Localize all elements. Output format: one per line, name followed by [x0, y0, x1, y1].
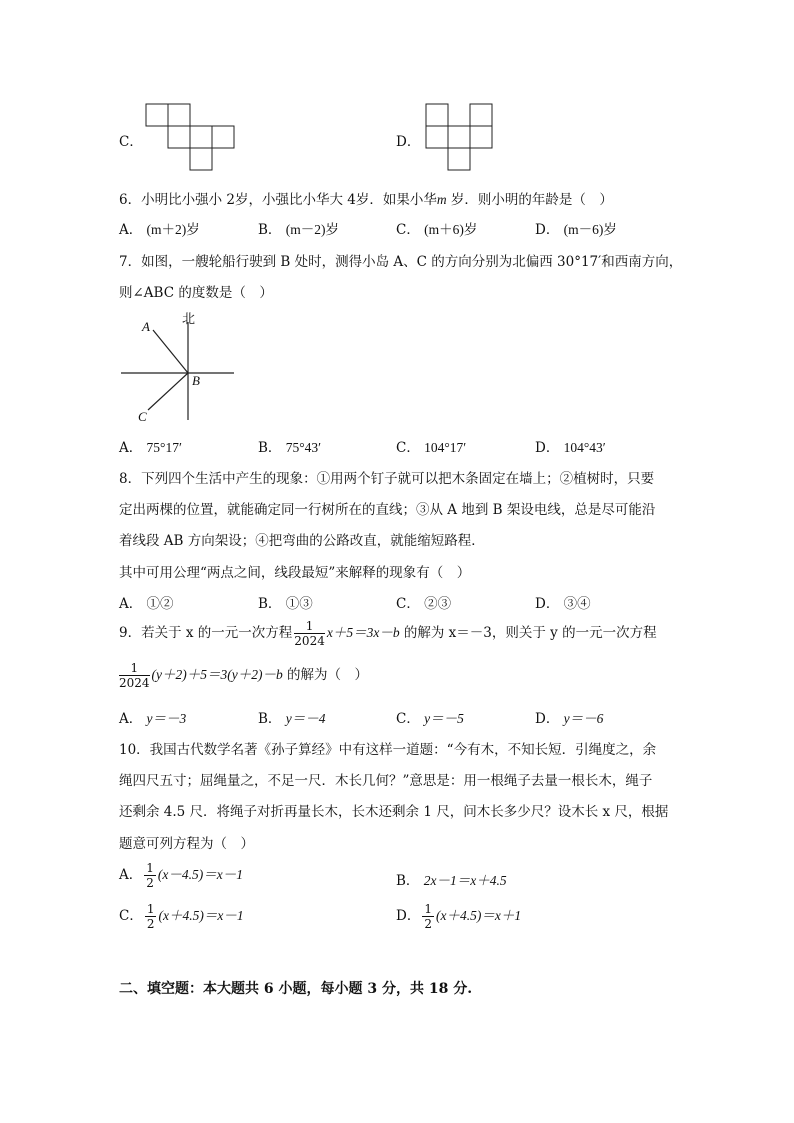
q9-option-c[interactable]: C． y＝－5 [396, 711, 464, 727]
q7-option-a[interactable]: A． 75°17′ [119, 440, 182, 456]
q6-option-c[interactable]: C． (m＋6)岁 [396, 222, 478, 238]
q10-option-c[interactable]: C． $\frac{1}{2}$ (x＋4.5)＝x－1 [119, 902, 244, 931]
q8-option-c[interactable]: C． ②③ [396, 596, 452, 612]
q5-option-c-figure [146, 104, 238, 174]
q10-stem-line3: 还剩余 4.5 尺．将绳子对折再量长木，长木还剩余 1 尺，问木长多少尺？设木长 x 尺，根据 [119, 804, 669, 820]
q7-stem-line1: 7．如图，一艘轮船行驶到 B 处时，测得小岛 A、C 的方向分别为北偏西 30°17′和西南方向， [119, 254, 683, 270]
q6-option-a[interactable]: A． (m＋2)岁 [119, 222, 200, 238]
q7-direction-figure [118, 308, 238, 428]
q7-north-label: 北 [182, 312, 196, 327]
q9-stem-line2: $\frac{1}{2024}$ (y＋2)＋5＝3(y＋2)－b 的解为（ ） [119, 661, 369, 690]
q10-option-a[interactable]: A． $\frac{1}{2}$ (x－4.5)＝x－1 [119, 861, 243, 890]
q6-stem: 6．小明比小强小 2岁，小强比小华大 4岁．如果小华m 岁．则小明的年龄是（ ） [119, 192, 613, 208]
q9-stem-line1: 9．若关于 x 的一元一次方程 $\frac{1}{2024}$ x＋5＝3x－b 的解为 x＝－3，则关于 y 的一元一次方程 [119, 619, 657, 648]
q8-stem-line2: 定出两棵的位置，就能确定同一行树所在的直线；③从 A 地到 B 架设电线，总是尽可能沿 [119, 502, 656, 518]
q8-option-d[interactable]: D． ③④ [535, 596, 591, 612]
section-2-heading: 二、填空题：本大题共 6 小题，每小题 3 分，共 18 分. [119, 981, 473, 997]
q10-stem-line2: 绳四尺五寸；屈绳量之，不足一尺．木长几何？”意思是：用一根绳子去量一根长木，绳子 [119, 773, 653, 789]
q8-stem-line3: 着线段 AB 方向架设；④把弯曲的公路改直，就能缩短路程． [119, 533, 485, 549]
q10-option-b[interactable]: B． 2x－1＝x＋4.5 [396, 873, 507, 889]
q9-option-d[interactable]: D． y＝－6 [535, 711, 604, 727]
q7-point-a-label: A [142, 319, 150, 334]
q7-option-c[interactable]: C． 104°17′ [396, 440, 467, 456]
q7-point-b-label: B [192, 373, 200, 388]
q7-option-b[interactable]: B． 75°43′ [258, 440, 322, 456]
q8-option-b[interactable]: B． ①③ [258, 596, 313, 612]
q10-option-d[interactable]: D． $\frac{1}{2}$ (x＋4.5)＝x＋1 [396, 902, 522, 931]
q9-option-a[interactable]: A． y＝－3 [119, 711, 187, 727]
q10-stem-line1: 10．我国古代数学名著《孙子算经》中有这样一道题：“今有木，不知长短．引绳度之，余 [119, 742, 657, 758]
q8-stem-line4: 其中可用公理“两点之间，线段最短”来解释的现象有（ ） [119, 565, 471, 581]
q5-option-d-label[interactable]: D． [396, 134, 421, 150]
q7-point-c-label: C [138, 409, 147, 424]
q9-option-b[interactable]: B． y＝－4 [258, 711, 326, 727]
q10-stem-line4: 题意可列方程为（ ） [119, 836, 254, 852]
q6-option-d[interactable]: D． (m－6)岁 [535, 222, 617, 238]
q7-option-d[interactable]: D． 104°43′ [535, 440, 606, 456]
q7-stem-line2: 则∠ABC 的度数是（ ） [119, 285, 273, 301]
q5-option-d-figure [426, 104, 496, 174]
q8-stem-line1: 8．下列四个生活中产生的现象：①用两个钉子就可以把木条固定在墙上；②植树时，只要 [119, 471, 655, 487]
q8-option-a[interactable]: A． ①② [119, 596, 174, 612]
q6-option-b[interactable]: B． (m－2)岁 [258, 222, 339, 238]
q5-option-c-label[interactable]: C． [119, 134, 143, 150]
